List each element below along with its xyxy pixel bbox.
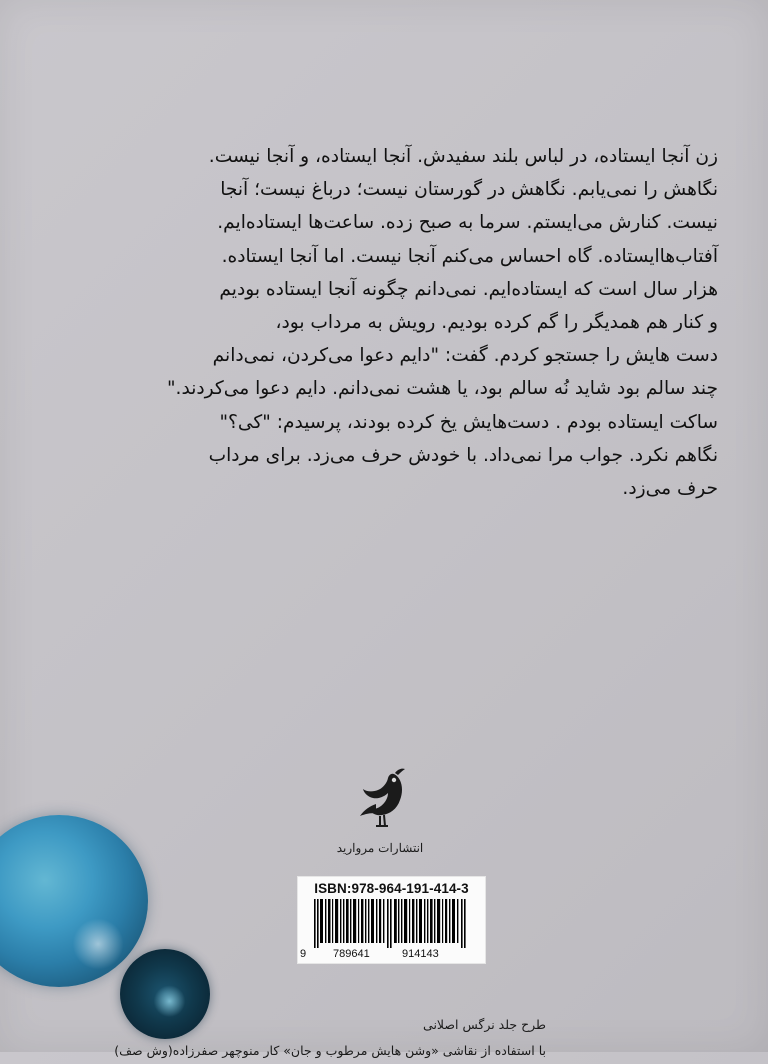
- publisher-name: انتشارات مروارید: [336, 841, 424, 855]
- blurb-line: نگاهم نکرد. جواب مرا نمی‌داد. با خودش حرف می‌زد. برای مرداب: [208, 444, 718, 466]
- isbn-barcode: [297, 876, 486, 964]
- blurb-line: چند سالم بود شاید نُه سالم بود، یا هشت نمی‌دانم. دایم دعوا می‌کردند.": [166, 378, 718, 400]
- cover-credits: [46, 1012, 546, 1064]
- blurb-line: دست هایش را جستجو کردم. گفت: "دایم دعوا می‌کردن، نمی‌دانم: [212, 345, 718, 367]
- barcode-digits-right: 914143: [402, 948, 439, 960]
- credit-painting: با استفاده از نقاشی «وشن هایش مرطوب و جان» کار منوچهر صفرزاده(وش صف): [114, 1043, 546, 1058]
- blurb-line: نگاهش را نمی‌یابم. نگاهش در گورستان نیست؛ درباغ نیست؛ آنجا: [220, 179, 718, 201]
- blurb-line: و کنار هم همدیگر را گم کرده بودیم. رویش به مرداب بود،: [275, 312, 718, 334]
- credit-designer: طرح جلد نرگس اصلانی: [423, 1017, 546, 1032]
- blurb-line: ساکت ایستاده بودم . دست‌هایش یخ کرده بودند، پرسیدم: "کی؟": [219, 411, 718, 433]
- blurb-line: آفتاب‌هاایستاده. گاه احساس می‌کنم آنجا نیست. اما آنجا ایستاده.: [221, 245, 718, 267]
- blue-orb-large: [0, 815, 148, 987]
- publisher-block: [336, 766, 424, 860]
- barcode-bars: [306, 899, 477, 948]
- blurb-line: زن آنجا ایستاده، در لباس بلند سفیدش. آنجا ایستاده، و آنجا نیست.: [208, 146, 718, 167]
- blurb-line: هزار سال است که ایستاده‌ایم. نمی‌دانم چگونه آنجا ایستاده بودیم: [219, 278, 718, 300]
- barcode-digits-left: 789641: [333, 948, 370, 960]
- isbn-label: ISBN:978-964-191-414-3: [314, 881, 469, 896]
- blurb-line: حرف می‌زد.: [622, 478, 718, 500]
- bird-emblem-icon: [354, 766, 406, 836]
- barcode-digit-first: 9: [300, 948, 307, 960]
- blurb-line: نیست. کنارش می‌ایستم. سرما به صبح زده. ساعت‌ها ایستاده‌ایم.: [217, 212, 718, 234]
- blurb-text: [102, 140, 718, 505]
